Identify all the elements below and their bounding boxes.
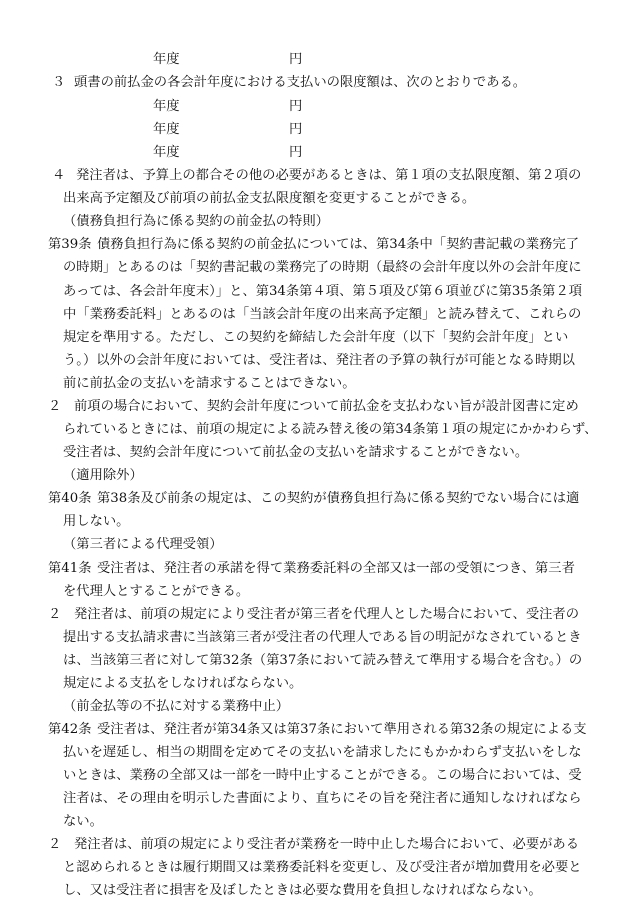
paragraph-number: ２ [48,607,62,622]
paragraph-text: 発注者は、前項の規定により受注者が第三者を代理人とした場合において、受注者の [74,607,580,622]
article-text: 払いを遅延し、相当の期間を定めてその支払いを請求したにもかかわらず支払いをしな [63,745,582,760]
article-text: ない。 [63,814,103,829]
paragraph-number: ２ [48,837,62,852]
article-text: う。）以外の会計年度においては、受注者は、発注者の予算の執行が可能となる時期以 [63,353,575,368]
fiscal-year-label: 年度 [153,52,180,67]
fiscal-year-label: 年度 [153,122,180,137]
paragraph-text: 頭書の前払金の各会計年度における支払いの限度額は、次のとおりである。 [74,75,527,90]
article-text: いときは、業務の全部又は一部を一時中止することができる。この場合においては、受 [63,768,582,783]
yen-label: 円 [289,52,303,67]
article-text: 債務負担行為に係る契約の前金払については、第34条中「契約書記載の業務完了 [97,237,580,252]
article-text-line [0,812,630,832]
paragraph-text: 提出する支払請求書に当該第三者が受注者の代理人である旨の明記がなされているとき [63,630,582,645]
paragraph-text-line [0,674,630,694]
heading-text: （債務負担行為に係る契約の前金払の特則） [63,214,329,229]
article-text-line [0,328,630,348]
article-heading [0,212,630,232]
article-40 [0,489,630,509]
article-text: を代理人とすることができる。 [63,584,250,599]
yen-label: 円 [289,99,303,114]
article-label: 第39条 [48,237,92,252]
fiscal-year-label: 年度 [153,99,180,114]
paragraph-text: られているときには、前項の規定による読み替え後の第34条第１項の規定にかかわらず、 [63,422,598,437]
fiscal-year-row [0,120,630,140]
article-text-line [0,258,630,278]
paragraph-text: は、当該第三者に対して第32条（第37条において読み替えて準用する場合を含む。）の [63,653,583,668]
article-label: 第42条 [48,722,92,737]
fiscal-year-label: 年度 [153,145,180,160]
article-label: 第40条 [48,491,92,506]
paragraph-text-line [0,443,630,463]
article-text: 注者は、その理由を明示した書面により、直ちにその旨を発注者に通知しなければなら [63,791,582,806]
article-text: 規定を準用する。ただし、この契約を締結した会計年度（以下「契約会計年度」とい [63,330,569,345]
article-heading [0,466,630,486]
paragraph-text: 前項の場合において、契約会計年度について前払金を支払わない旨が設計図書に定め [74,399,579,414]
article-text: あっては、各会計年度末）」と、第34条第４項、第５項及び第６項並びに第35条第２項 [63,284,583,299]
paragraph-text: 受注者は、契約会計年度について前払金の支払いを請求することができない。 [63,445,529,460]
article-heading [0,697,630,717]
paragraph-text-line [0,858,630,878]
article-text-line [0,351,630,371]
paragraph-text: 規定による支払をしなければならない。 [63,676,303,691]
heading-text: （前金払等の不払に対する業務中止） [63,699,290,714]
paragraph-number: ３ [52,75,66,90]
article-text-line [0,582,630,602]
heading-text: （第三者による代理受領） [63,537,223,552]
article-39-paragraph-2 [0,397,630,417]
article-41-paragraph-2 [0,605,630,625]
paragraph-text: 発注者は、予算上の都合その他の必要があるときは、第１項の支払限度額、第２項の [76,168,582,183]
yen-label: 円 [289,122,303,137]
article-text-line [0,374,630,394]
fiscal-year-row [0,50,630,70]
article-text-line [0,305,630,325]
article-text: 前に前払金の支払いを請求することはできない。 [63,376,356,391]
article-text-line [0,766,630,786]
article-text: の時期」とあるのは「契約書記載の業務完了の時期（最終の会計年度以外の会計年度に [63,260,582,275]
article-39 [0,235,630,255]
article-text-line [0,512,630,532]
article-text-line [0,789,630,809]
article-42-paragraph-2 [0,835,630,855]
article-42 [0,720,630,740]
paragraph-text-line [0,651,630,671]
paragraph-text: 出来高予定額及び前項の前払金支払限度額を変更することができる。 [63,191,476,206]
yen-label: 円 [289,145,303,160]
article-text: 受注者は、発注者の承諾を得て業務委託料の全部又は一部の受領につき、第三者 [97,561,575,576]
article-text: 中「業務委託料」とあるのは「当該会計年度の出来高予定額」と読み替えて、これらの [63,307,582,322]
fiscal-year-row [0,143,630,163]
article-text: 受注者は、発注者が第34条又は第37条において準用される第32条の規定による支 [97,722,587,737]
paragraph-text-line [0,881,630,901]
paragraph-text-line [0,420,630,440]
paragraph-4 [0,166,630,186]
fiscal-year-row [0,97,630,117]
article-text-line [0,743,630,763]
heading-text: （適用除外） [63,468,143,483]
paragraph-text: 発注者は、前項の規定により受注者が業務を一時中止した場合において、必要がある [74,837,580,852]
paragraph-text-line [0,628,630,648]
paragraph-number: ２ [48,399,62,414]
paragraph-text: と認められるときは履行期間又は業務委託料を変更し、及び受注者が増加費用を必要と [63,860,582,875]
paragraph-3 [0,73,630,93]
article-heading [0,535,630,555]
article-label: 第41条 [48,561,92,576]
paragraph-text: し、又は受注者に損害を及ぼしたときは必要な費用を負担しなければならない。 [63,883,542,898]
article-41 [0,559,630,579]
article-text: 第38条及び前条の規定は、この契約が債務負担行為に係る契約でない場合には適 [97,491,580,506]
article-text: 用しない。 [63,514,130,529]
article-text-line [0,282,630,302]
paragraph-text-line [0,189,630,209]
paragraph-number: ４ [52,168,66,183]
